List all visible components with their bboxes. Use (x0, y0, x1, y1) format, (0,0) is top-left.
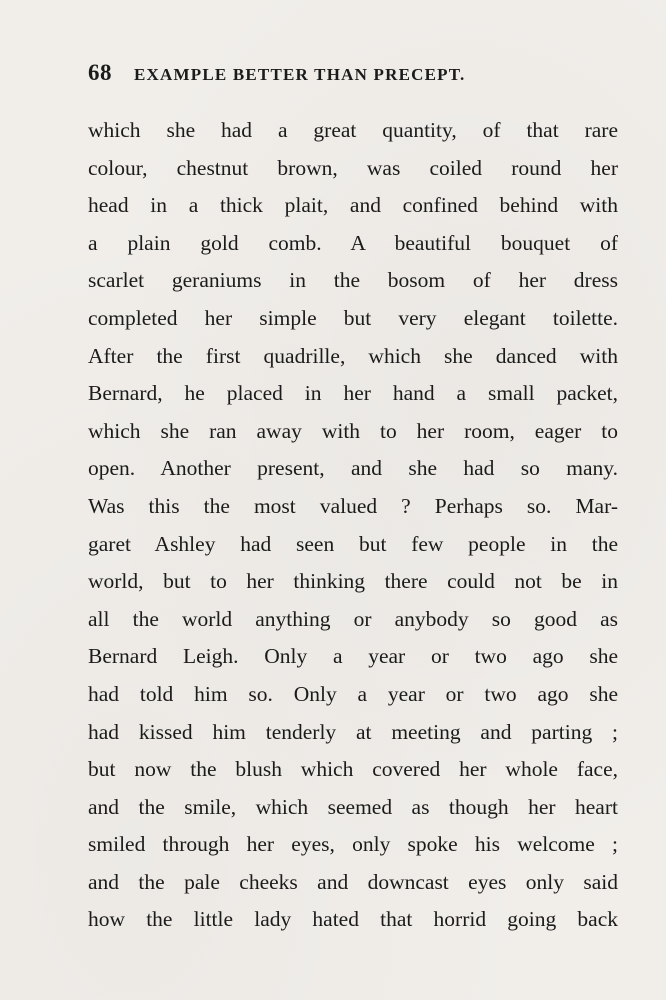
text-line: world, but to her thinking there could not be in (88, 569, 618, 594)
text-line: which she had a great quantity, of that rare (88, 118, 618, 142)
text-line: head in a thick plait, and confined behind with (88, 193, 618, 218)
text-line: scarlet geraniums in the bosom of her dress (88, 268, 618, 293)
text-line: open. Another present, and she had so many. (88, 456, 618, 481)
body-text (88, 112, 618, 939)
text-line: had kissed him tenderly at meeting and parting ; (88, 719, 618, 744)
text-line: all the world anything or anybody so good as (88, 606, 618, 631)
text-line: had told him so. Only a year or two ago she (88, 681, 618, 706)
text-line: Bernard Leigh. Only a year or two ago she (88, 644, 618, 669)
text-line: colour, chestnut brown, was coiled round her (88, 155, 618, 180)
text-line: garet Ashley had seen but few people in the (88, 531, 618, 556)
text-line: how the little lady hated that horrid going back (88, 907, 618, 932)
running-head (88, 60, 618, 90)
text-line: which she ran away with to her room, eager to (88, 418, 618, 443)
text-line: Bernard, he placed in her hand a small packet, (88, 381, 618, 406)
text-line: but now the blush which covered her whole face, (88, 757, 618, 782)
text-line: After the first quadrille, which she danced with (88, 343, 618, 368)
text-line: and the smile, which seemed as though her heart (88, 794, 618, 819)
text-line: a plain gold comb. A beautiful bouquet of (88, 230, 618, 255)
text-line: Was this the most valued ? Perhaps so. Mar- (88, 493, 618, 518)
text-line: completed her simple but very elegant toilette. (88, 305, 618, 330)
running-title: EXAMPLE BETTER THAN PRECEPT. (134, 65, 466, 84)
text-line: smiled through her eyes, only spoke his welcome ; (88, 832, 618, 857)
text-line: and the pale cheeks and downcast eyes only said (88, 869, 618, 894)
page-number: 68 (88, 60, 112, 85)
